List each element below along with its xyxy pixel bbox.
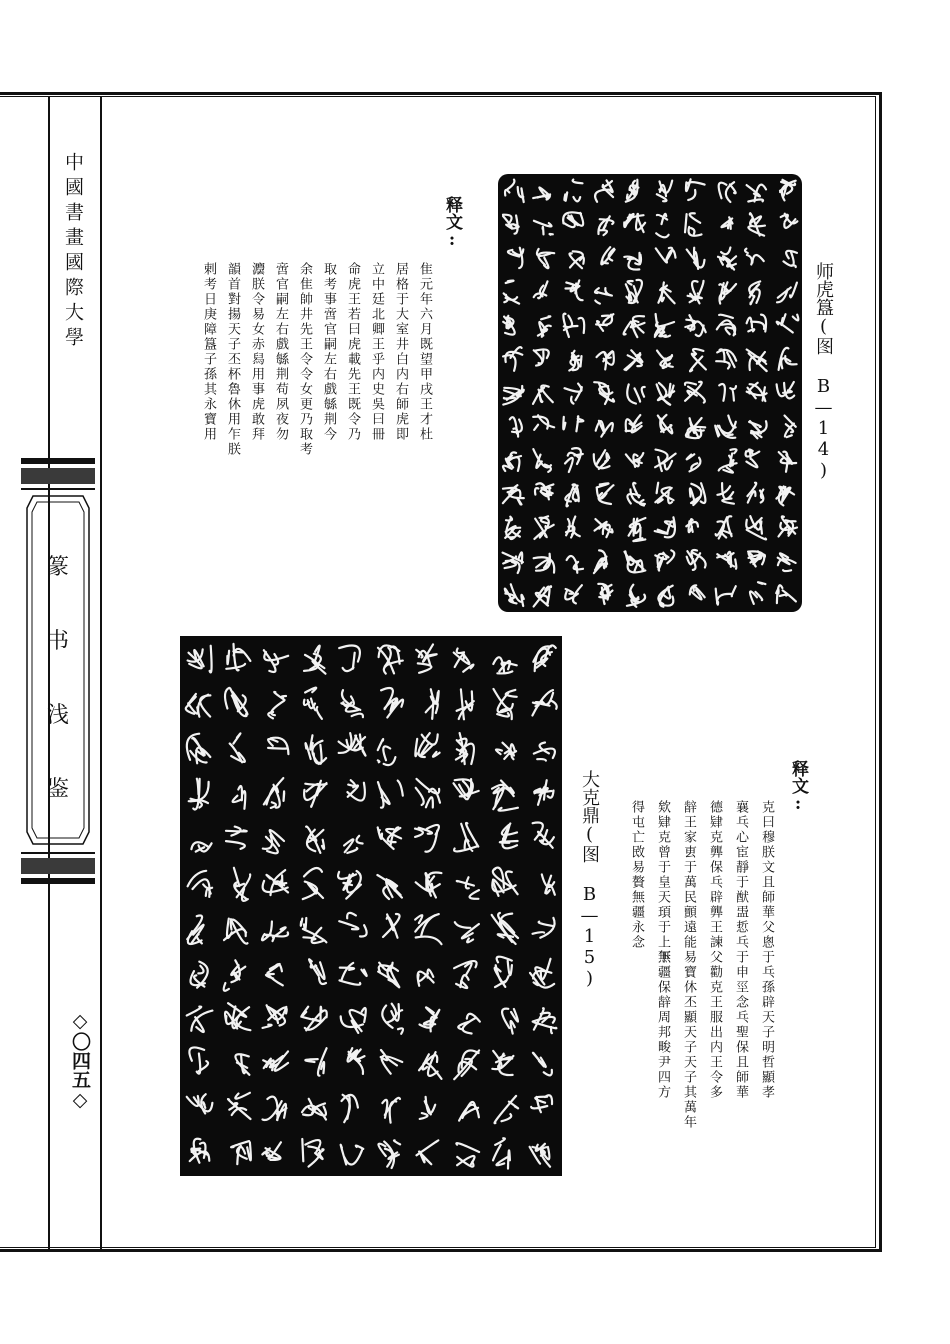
transcription-column: 余隹帥井先王令令女更乃取考 [297,262,312,457]
book-title-char: 书 [46,629,69,654]
band-bottom-thin [21,852,95,854]
transcription-column: 于申巠念乓聖保且師華 [733,950,748,1100]
dake-ding-rubbing [180,636,562,1176]
book-title-char: 浅 [46,703,69,728]
transcription-column: 居格于大室井白内右師虎即 [393,262,408,442]
transcription-column: 德肄克龏保乓辟龏王諫 [707,800,722,950]
transcription-column: 辪王家叀于萬民顫遠能 [681,800,696,950]
transcription-column: 于乓孫辟天子明哲顯孝 [759,950,774,1100]
transcription-column: 易寶休丕顯天子天子其萬年 [681,950,696,1130]
transcription-column: 無疆保辪周邦畯尹四方 [655,950,670,1100]
transcription-column: 剌考日庚障簋子孫其永寶用 [201,262,216,442]
transcription-column: 命虎王若曰虎載先王既令乃 [345,262,360,442]
book-title-emblem [21,490,95,850]
transcription-column: 啻官嗣左右戲緐荆苟夙夜勿 [273,262,288,442]
transcription-column: 襄乓心宦靜于猷盄悊乓 [733,800,748,950]
figure-1-caption: 师虎簋(图 B—14) [813,262,834,481]
shihu-gui-rubbing [498,174,802,612]
transcription-column: 灋朕令易女赤舄用事虎敢拜 [249,262,264,442]
transcription-column: 欸肄克曾于皇天頊于上下 [655,800,670,965]
transcription-column: 取考事啻官嗣左右戲緐荆今 [321,262,336,442]
band-top-pattern [21,468,95,484]
transcription-column: 克曰穆朕文且師華父悤 [759,800,774,950]
figure-2-transcription [624,800,784,1160]
transcription-column: 韻首對揚天子丕杯魯休用乍朕 [225,262,240,457]
figure-1-shiwen-label: 释文: [442,196,462,250]
band-bottom-pattern [21,858,95,874]
transcription-column: 得屯亡敃易贅無疆永念 [629,800,644,950]
series-title: 中國書畫國際大學 [62,152,84,352]
figure-2-caption: 大克鼎(图 B—15) [579,770,600,989]
margin-rule-right [100,96,102,1250]
book-title-char: 鉴 [46,777,69,802]
page-number: ◇〇四五◇ [69,1010,91,1111]
transcription-column: 父勸克王服出内王令多 [707,950,722,1100]
book-title-char: 篆 [46,555,69,580]
figure-2-shiwen-label: 释文: [788,760,808,814]
band-bottom [21,878,95,884]
figure-1-transcription [200,262,440,522]
band-top [21,458,95,464]
transcription-column: 立中廷北卿王乎内史吳曰冊 [369,262,384,442]
transcription-column: 隹元年六月既望甲戌王才杜 [417,262,432,442]
